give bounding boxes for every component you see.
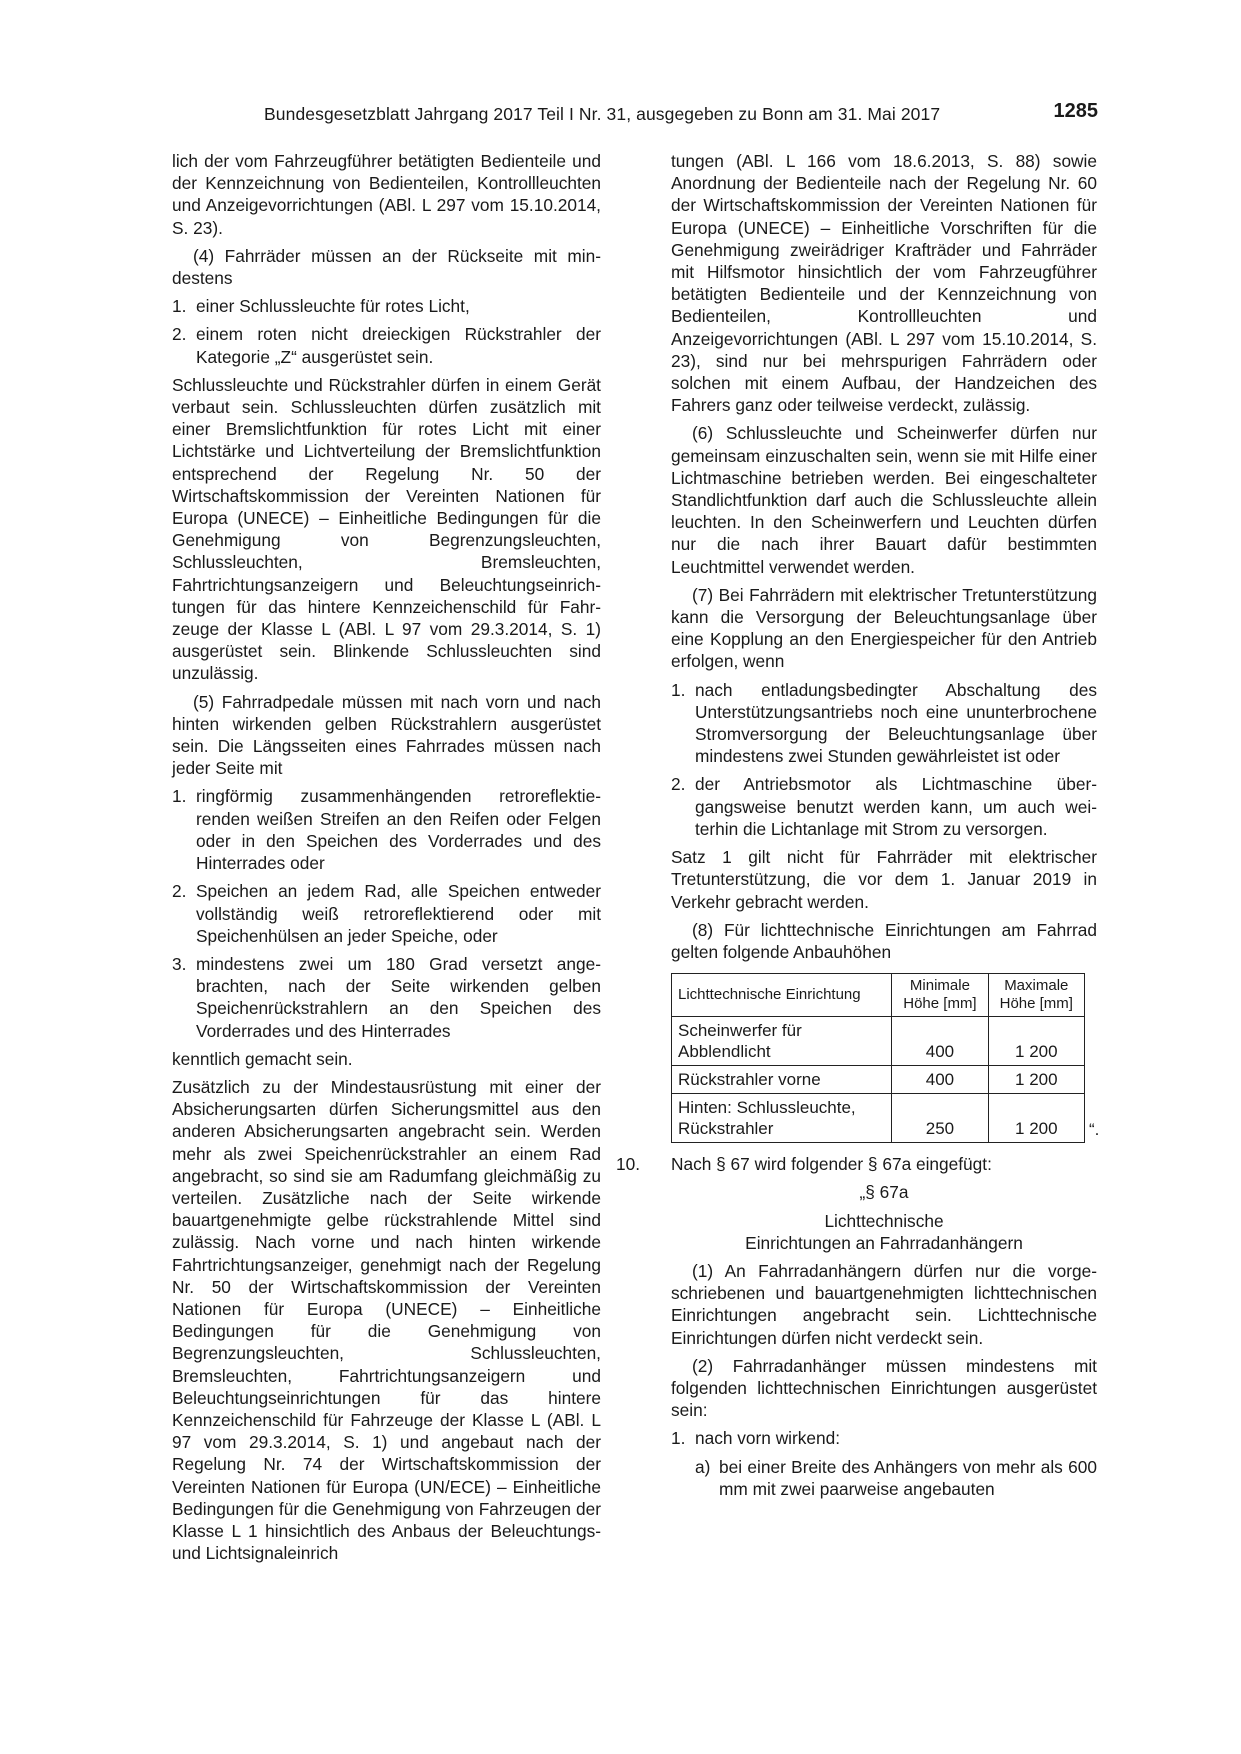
amendment-number: 10. bbox=[616, 1154, 641, 1175]
mounting-height-table-wrap bbox=[671, 973, 1100, 1143]
left-column bbox=[172, 150, 601, 1570]
list-number: 1. bbox=[671, 1428, 686, 1449]
page-number: 1285 bbox=[1053, 100, 1098, 122]
paragraph: (1) An Fahrradanhängern dürfen nur die vorgeschriebenen und bauartgenehmigten lichttechnischen Einrichtungen angebracht sein. Lichttechnische Einrichtungen dürfen nicht verdeckt sein. bbox=[671, 1260, 1097, 1348]
paragraph: Schlussleuchte und Rückstrahler dürfen in einem Gerät verbaut sein. Schlussleuchten dürfen zusätzlich mit einer Bremslichtfunktion für rotes Licht mit einer Lichtstärke und Lichtverteilung der Bremslichtfunktion entsprechend der Regelung Nr. 50 der Wirtschaftskommission der Vereinten Nationen für Europa (UNECE) – Einheitliche Bedingungen für die Genehmigung von Begrenzungsleuchten, Schlussleuchten, Bremsleuchten, Fahrtrichtungsanzeigern und Beleuchtungseinrichtungen für das hintere Kennzeichenschild für Fahrzeuge der Klasse L (ABl. L 97 vom 29.3.2014, S. 1) ausgerüstet sein. Blinkende Schlussleuchten sind unzulässig. bbox=[172, 374, 601, 684]
table-cell-max: 1 200 bbox=[988, 1017, 1084, 1066]
list-number: 2. bbox=[172, 881, 187, 902]
list-text: einem roten nicht dreieckigen Rückstrahler der Kategorie „Z“ ausgerüstet sein. bbox=[196, 324, 601, 367]
table-header-row bbox=[672, 974, 1085, 1017]
list-text: nach vorn wirkend: bbox=[695, 1428, 841, 1449]
closing-quote: “. bbox=[1089, 1119, 1100, 1139]
table-cell-label: Hinten: Schlussleuchte, Rückstrahler bbox=[672, 1094, 892, 1143]
paragraph: Zusätzlich zu der Mindestausrüstung mit einer der Absicherungsarten dürfen Sicherungsmittel aus den anderen Absicherungsarten angebracht sein. Werden mehr als zwei Speichenrückstrahler an einem Rad angebracht, so sind sie am Radumfang gleichmäßig zu verteilen. Zusätzliche nach der Seite wirkende bauartgenehmigte gelbe rückstrahlende Mittel sind zulässig. Nach vorne und nach hinten wirkende Fahrtrichtungsanzeiger, genehmigt nach der Regelung Nr. 50 der Wirtschaftskommission der Vereinten Nationen für Europa (UNECE) – Einheitliche Bedingungen für die Genehmigung von Begrenzungsleuchten, Schlussleuchten, Bremsleuchten, Fahrtrichtungsanzeigern und Beleuchtungseinrichtungen für das hintere Kennzeichenschild für Fahrzeuge der Klasse L (ABl. L 97 vom 29.3.2014, S. 1) und angebaut nach der Regelung Nr. 74 der Wirtschaftskommission der Vereinten Nationen für Europa (UN/ECE) – Einheitliche Bedingungen für die Genehmigung von Fahrzeugen der Klasse L 1 hinsichtlich des Anbaus der Beleuchtungs- und Lichtsignaleinrich bbox=[172, 1076, 601, 1564]
sub-list-text: bei einer Breite des Anhängers von mehr als 600 mm mit zwei paarweise angebauten bbox=[719, 1456, 1097, 1499]
table-row bbox=[672, 1066, 1085, 1094]
list-item bbox=[172, 295, 601, 317]
table-cell-label: Rückstrahler vorne bbox=[672, 1066, 892, 1094]
section-number: „§ 67a bbox=[859, 1182, 909, 1203]
paragraph: (5) Fahrradpedale müssen mit nach vorn und nach hinten wirkenden gelben Rückstrahlern ausgerüstet sein. Die Längsseiten eines Fahrrades müssen nach jeder Seite mit bbox=[172, 691, 601, 779]
list-item bbox=[172, 323, 601, 367]
paragraph: tungen (ABl. L 166 vom 18.6.2013, S. 88) sowie Anordnung der Bedienteile nach der Regelung Nr. 60 der Wirtschaftskommission der Vereinten Nationen für Europa (UNECE) – Einheitliche Vorschriften für die Genehmigung zweirädriger Krafträder und Fahrräder mit Hilfsmotor hinsichtlich der vom Fahrzeugführer betätigten Bedienteile und der Kennzeichnung von Bedienteilen, Kontrollleuchten und Anzeigevorrichtungen (ABl. L 297 vom 15.10.2014, S. 23), sind nur bei mehrspurigen Fahrrädern oder solchen mit einem Aufbau, der Handzeichen des Fahrers ganz oder teilweise verdeckt, zulässig. bbox=[671, 151, 1097, 416]
section-title-line1: Lichttechnische bbox=[824, 1210, 944, 1231]
page-header bbox=[172, 100, 1098, 130]
table-header-min: Minimale Höhe [mm] bbox=[892, 974, 988, 1017]
table-cell-max: 1 200 bbox=[988, 1094, 1084, 1143]
table-row bbox=[672, 1017, 1085, 1066]
table-cell-max: 1 200 bbox=[988, 1066, 1084, 1094]
list-number: 3. bbox=[172, 953, 187, 974]
running-title: Bundesgesetzblatt Jahrgang 2017 Teil I Nr. 31, ausgegeben zu Bonn am 31. Mai 2017 bbox=[264, 104, 941, 124]
paragraph: Satz 1 gilt nicht für Fahrräder mit elektrischer Tretunterstützung, die vor dem 1. Januar 2019 in Verkehr gebracht werden. bbox=[671, 847, 1097, 912]
list-number: 1. bbox=[172, 786, 187, 807]
list-text: nach entladungsbedingter Abschaltung des Unterstützungsantriebs noch eine ununterbrochene Stromversorgung der Beleuchtungsanlage über mindestens zwei Stunden gewährleistet ist oder bbox=[695, 679, 1097, 767]
amendment-text: Nach § 67 wird folgender § 67a eingefügt: bbox=[671, 1154, 992, 1175]
paragraph: kenntlich gemacht sein. bbox=[172, 1048, 353, 1069]
list-number: 2. bbox=[671, 774, 686, 795]
list-number: 1. bbox=[172, 296, 187, 317]
list-number: 2. bbox=[172, 324, 187, 345]
list-text: einer Schlussleuchte für rotes Licht, bbox=[196, 296, 470, 317]
list-item bbox=[172, 880, 601, 947]
list-item bbox=[671, 1427, 1097, 1449]
table-cell-min: 400 bbox=[892, 1017, 988, 1066]
sub-list-item bbox=[695, 1456, 1097, 1500]
list-item bbox=[671, 679, 1097, 768]
paragraph: (6) Schlussleuchte und Scheinwerfer dürfen nur gemeinsam einzuschalten sein, wenn sie mit Hilfe einer Lichtmaschine betrieben werden. Bei eingeschalteter Standlichtfunktion darf auch die Schlussleuchte allein leuchten. In den Scheinwerfern und Leuchten dürfen nur die nach ihrer Bauart dafür bestimmten Leuchtmittel verwendet werden. bbox=[671, 423, 1097, 577]
paragraph: (2) Fahrradanhänger müssen mindestens mit folgenden lichttechnischen Einrichtungen ausgerüstet sein: bbox=[671, 1355, 1097, 1421]
sub-list-letter: a) bbox=[695, 1456, 711, 1477]
list-number: 1. bbox=[671, 679, 686, 700]
paragraph: (7) Bei Fahrrädern mit elektrischer Tretunterstützung kann die Versorgung der Beleuchtungsanlage über eine Kopplung an den Energiespeicher für den Antrieb erfolgen, wenn bbox=[671, 584, 1097, 672]
list-text: Speichen an jedem Rad, alle Speichen entweder vollständig weiß retroreflektierend oder mit Speichenhülsen an jeder Speiche, oder bbox=[196, 881, 601, 946]
list-text: ringförmig zusammenhängenden retroreflektierenden weißen Streifen an den Reifen oder Felgen oder in den Speichen des Vorderrades und des Hinterrades oder bbox=[196, 786, 601, 874]
paragraph: lich der vom Fahrzeugführer betätigten Bedienteile und der Kennzeichnung von Bedienteilen, Kontrollleuchten und Anzeigevorrichtungen (ABl. L 297 vom 15.10.2014, S. 23). bbox=[172, 151, 601, 238]
table-cell-min: 400 bbox=[892, 1066, 988, 1094]
mounting-height-table bbox=[671, 973, 1085, 1143]
table-header-device: Lichttechnische Einrichtung bbox=[672, 974, 892, 1017]
list-item bbox=[172, 785, 601, 874]
table-cell-min: 250 bbox=[892, 1094, 988, 1143]
list-text: mindestens zwei um 180 Grad versetzt angebrachten, nach der Seite wirkenden gelben Speichenrückstrahlern an den Speichen des Vorderrades und des Hinterrades bbox=[196, 953, 601, 1041]
amendment-item bbox=[616, 1153, 1097, 1175]
list-text: der Antriebsmotor als Lichtmaschine übergangsweise benutzt werden kann, um auch weiterhin die Lichtanlage mit Strom zu versorgen. bbox=[695, 774, 1097, 839]
table-row bbox=[672, 1094, 1085, 1143]
table-cell-label: Scheinwerfer für Abblendlicht bbox=[672, 1017, 892, 1066]
paragraph: (8) Für lichttechnische Einrichtungen am Fahrrad gelten folgende Anbauhöhen bbox=[671, 919, 1097, 962]
table-header-max: Maximale Höhe [mm] bbox=[988, 974, 1084, 1017]
right-column bbox=[616, 150, 1100, 1506]
list-item bbox=[671, 773, 1097, 840]
section-title-line2: Einrichtungen an Fahrradanhängern bbox=[745, 1232, 1023, 1253]
paragraph: (4) Fahrräder müssen an der Rückseite mit mindestens bbox=[172, 245, 601, 289]
list-item bbox=[172, 953, 601, 1042]
